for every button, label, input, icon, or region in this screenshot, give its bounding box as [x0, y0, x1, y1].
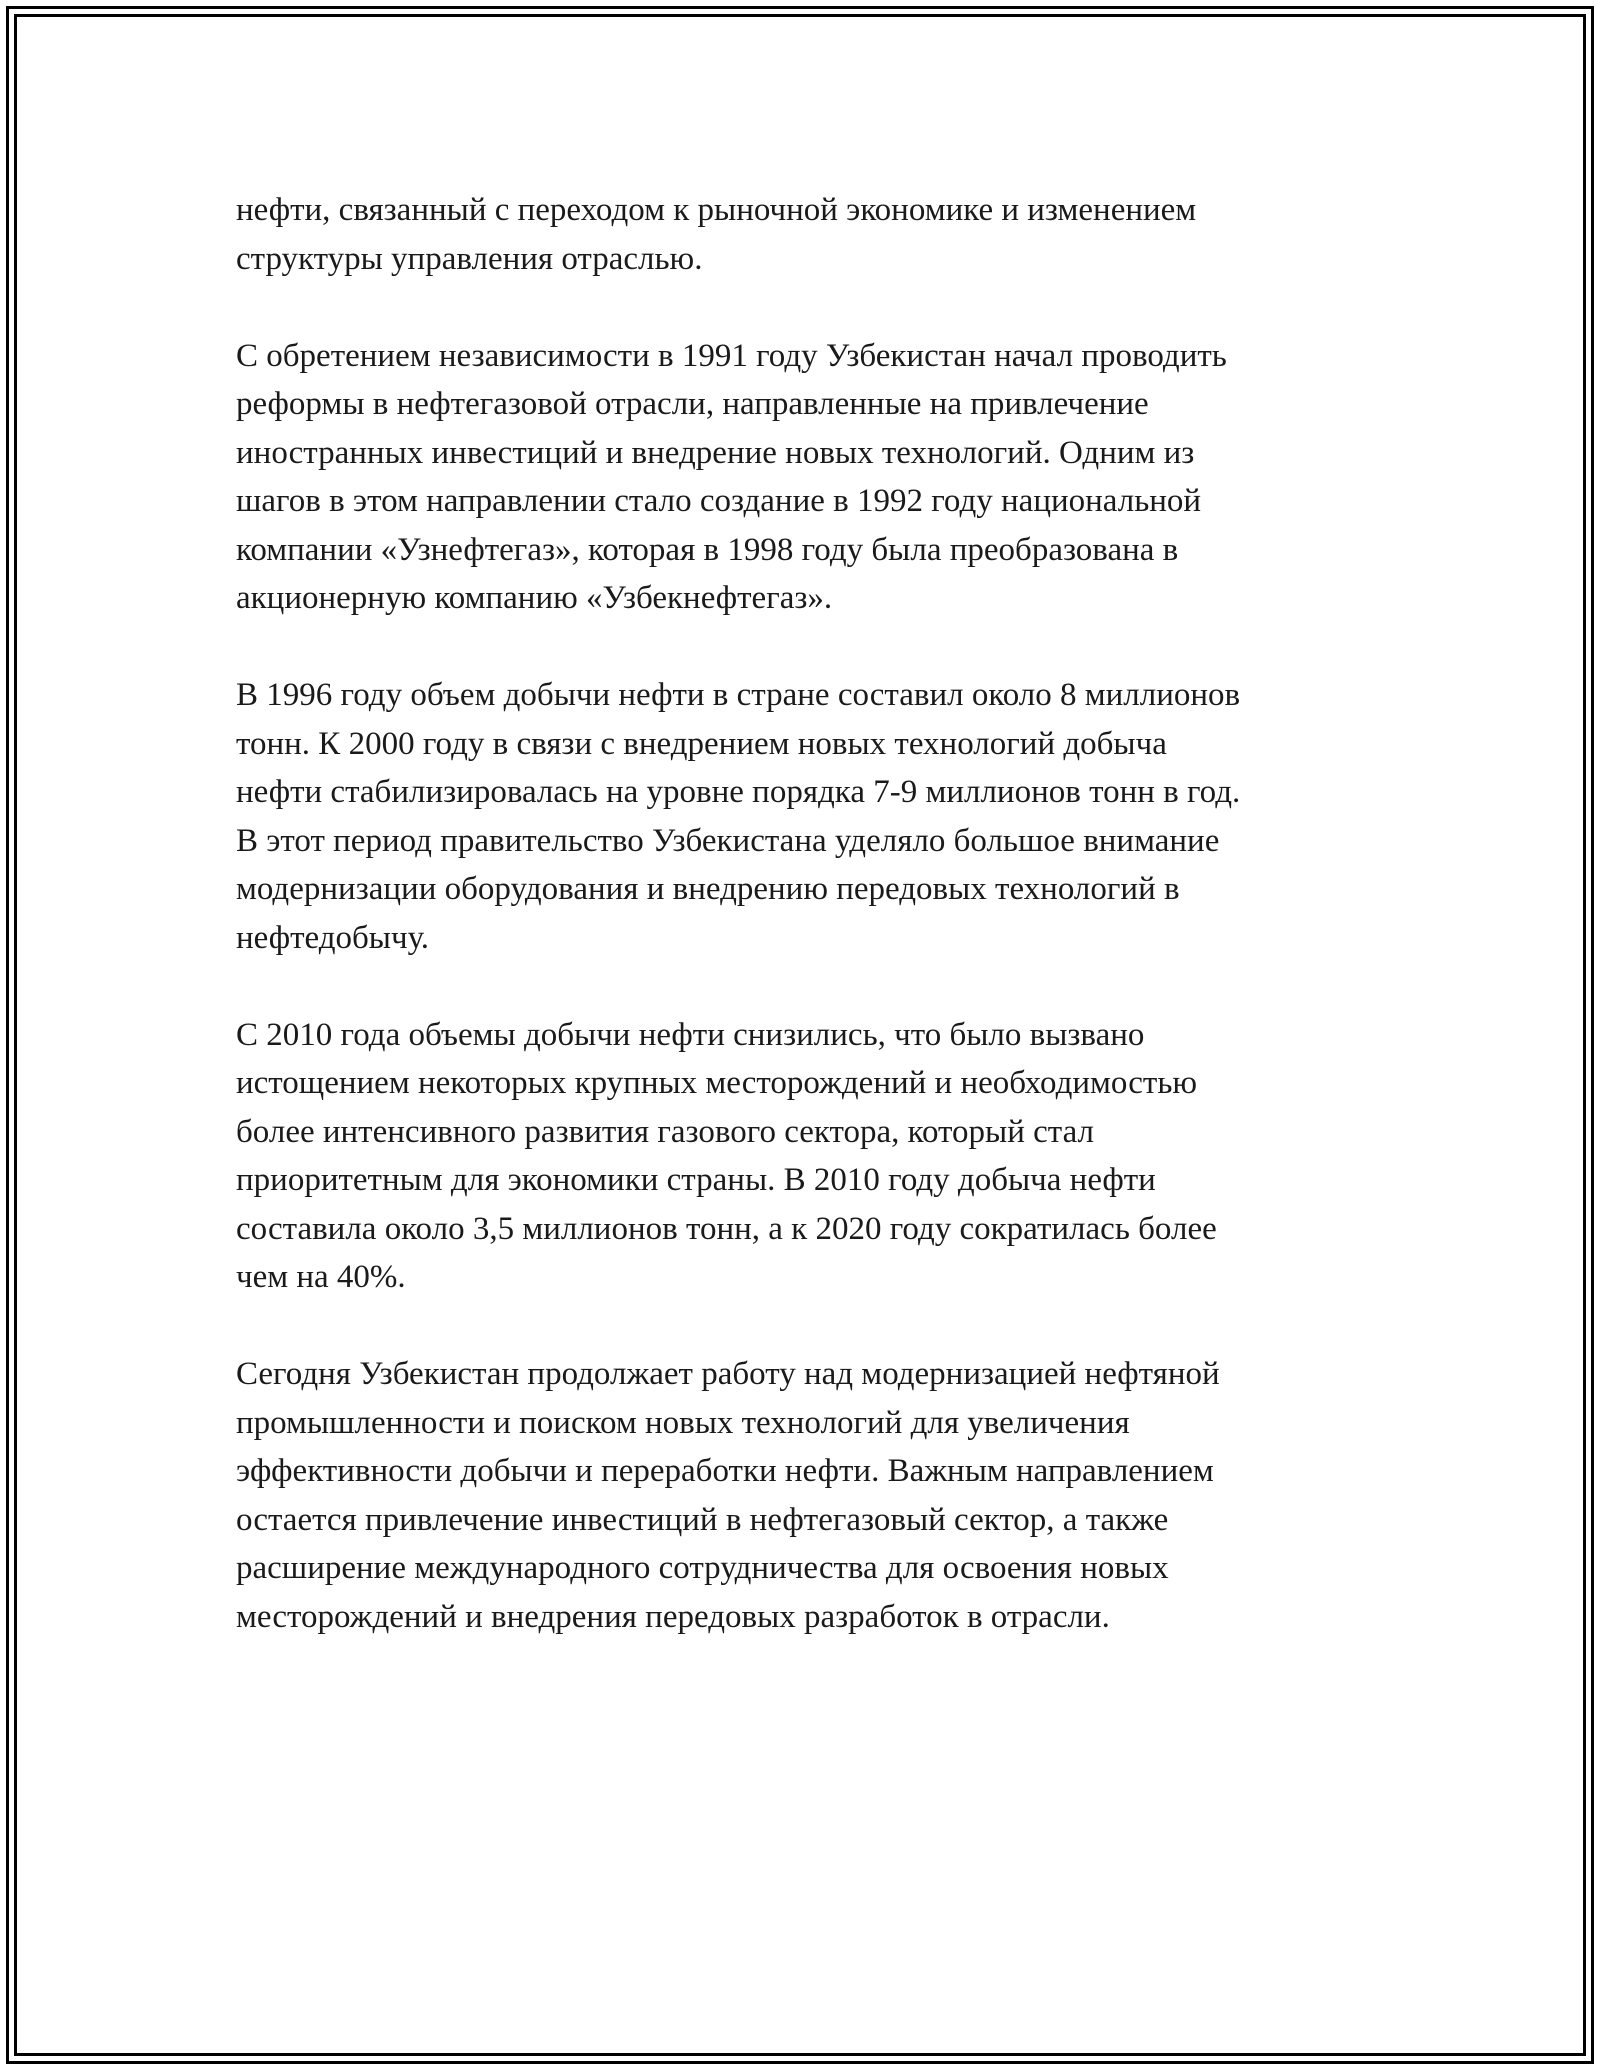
- paragraph-4: С 2010 года объемы добычи нефти снизились, что было вызвано истощением некоторых крупных месторождений и необходимостью более интенсивного развития газового сектора, который стал приоритетным для экономики страны. В 2010 году добыча нефти составила около 3,5 миллионов тонн, а к 2020 году сократилась более чем на 40%.: [236, 1016, 1217, 1295]
- paragraph-2: С обретением независимости в 1991 году Узбекистан начал проводить реформы в нефтегазовой отрасли, направленные на привлечение иностранных инвестиций и внедрение новых технологий. Одним из шагов в этом направлении стало создание в 1992 году национальной компании «Узнефтегаз», которая в 1998 году была преобразована в акционерную компанию «Узбекнефтегаз».: [236, 337, 1227, 616]
- document-body: [236, 186, 1366, 1690]
- paragraph-3: В 1996 году объем добычи нефти в стране составил около 8 миллионов тонн. К 2000 году в связи с внедрением новых технологий добыча нефти стабилизировалась на уровне порядка 7-9 миллионов тонн в год. В этот период правительство Узбекистана уделяло большое внимание модернизации оборудования и внедрению передовых технологий в нефтедобычу.: [236, 677, 1241, 956]
- paragraph-1: нефти, связанный с переходом к рыночной экономике и изменением структуры управления отраслью.: [236, 192, 1197, 277]
- paragraph-5: Сегодня Узбекистан продолжает работу над модернизацией нефтяной промышленности и поиском новых технологий для увеличения эффективности добычи и переработки нефти. Важным направлением остается привлечение инвестиций в нефтегазовый сектор, а также расширение международного сотрудничества для освоения новых месторождений и внедрения передовых разработок в отрасли.: [236, 1356, 1220, 1635]
